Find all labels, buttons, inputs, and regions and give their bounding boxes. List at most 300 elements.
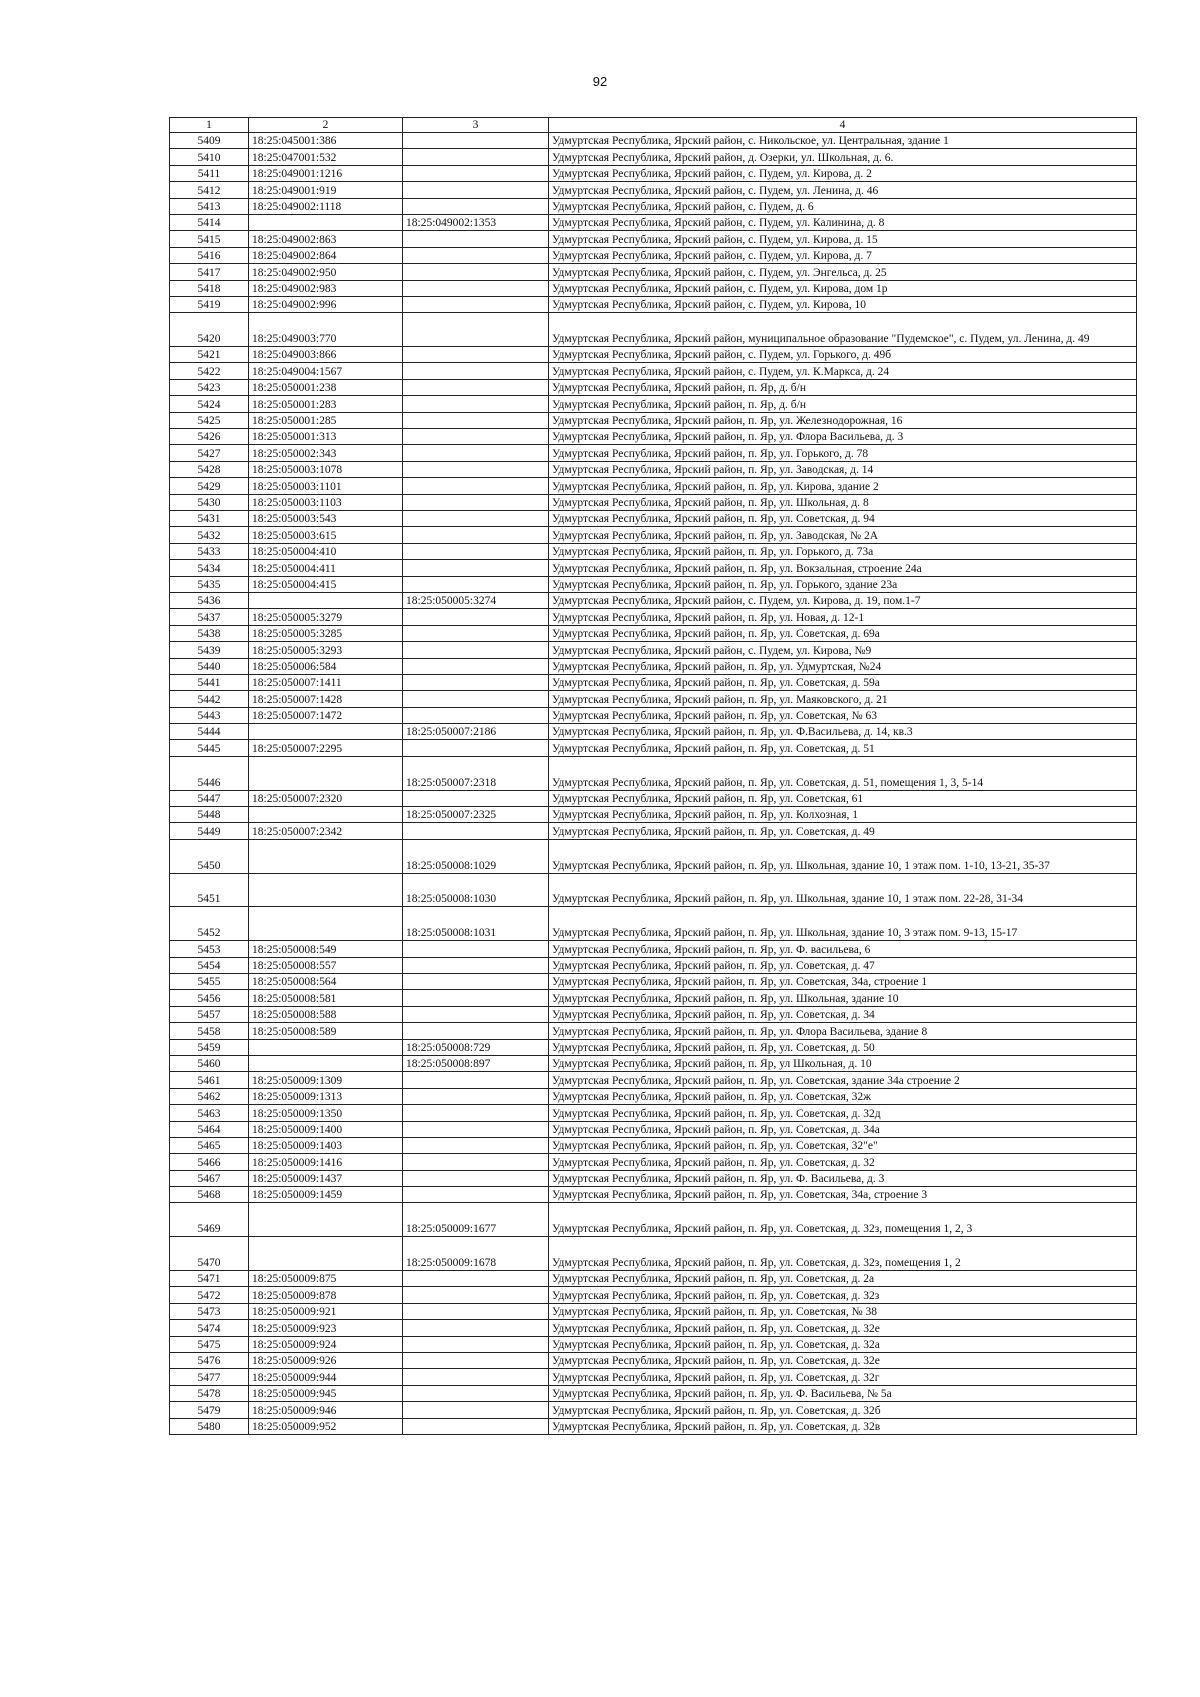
table-row	[170, 511, 1137, 527]
cadastral-number: 18:25:050009:1437	[249, 1170, 403, 1186]
address: Удмуртская Республика, Ярский район, п. Яр, ул. Советская, 32"е"	[549, 1137, 1137, 1153]
table-row	[170, 1170, 1137, 1186]
table-row	[170, 1402, 1137, 1418]
row-number: 5430	[170, 494, 249, 510]
cadastral-number: 18:25:050001:283	[249, 396, 403, 412]
row-number: 5454	[170, 957, 249, 973]
address: Удмуртская Республика, Ярский район, с. Пудем, ул. Кирова, д. 7	[549, 247, 1137, 263]
row-number: 5419	[170, 296, 249, 312]
cadastral-number: 18:25:050004:415	[249, 576, 403, 592]
cadastral-number-alt: 18:25:050007:2186	[403, 724, 549, 740]
row-number: 5434	[170, 560, 249, 576]
cadastral-number: 18:25:050005:3285	[249, 625, 403, 641]
row-number: 5422	[170, 363, 249, 379]
cadastral-number: 18:25:050005:3293	[249, 642, 403, 658]
address: Удмуртская Республика, Ярский район, п. Яр, ул. Советская, № 38	[549, 1303, 1137, 1319]
row-number: 5447	[170, 790, 249, 806]
cadastral-number: 18:25:049002:950	[249, 264, 403, 280]
table-row	[170, 1137, 1137, 1153]
cadastral-number-alt: 18:25:050007:2318	[403, 756, 549, 790]
row-number: 5436	[170, 592, 249, 608]
table-row	[170, 379, 1137, 395]
table-row	[170, 1187, 1137, 1203]
address: Удмуртская Республика, Ярский район, с. Пудем, ул. Кирова, д. 2	[549, 165, 1137, 181]
table-row	[170, 1105, 1137, 1121]
address: Удмуртская Республика, Ярский район, п. Яр, ул. Колхозная, 1	[549, 807, 1137, 823]
address: Удмуртская Республика, Ярский район, п. Яр, ул. Советская, № 63	[549, 707, 1137, 723]
row-number: 5455	[170, 974, 249, 990]
cadastral-number-alt	[403, 1320, 549, 1336]
address: Удмуртская Республика, Ярский район, п. Яр, д. б/н	[549, 396, 1137, 412]
cadastral-number-alt: 18:25:050008:1030	[403, 873, 549, 907]
address: Удмуртская Республика, Ярский район, п. Яр, ул. Ф. Васильева, д. 3	[549, 1170, 1137, 1186]
row-number: 5450	[170, 839, 249, 873]
address: Удмуртская Республика, Ярский район, п. Яр, ул. Заводская, № 2А	[549, 527, 1137, 543]
table-row	[170, 740, 1137, 756]
row-number: 5462	[170, 1088, 249, 1104]
row-number: 5416	[170, 247, 249, 263]
cadastral-number-alt	[403, 527, 549, 543]
cadastral-number-alt	[403, 543, 549, 559]
table-row	[170, 1385, 1137, 1401]
cadastral-number-alt: 18:25:050008:1029	[403, 839, 549, 873]
cadastral-number-alt: 18:25:050005:3274	[403, 592, 549, 608]
address: Удмуртская Республика, Ярский район, п. Яр, ул. Школьная, здание 10, 3 этаж пом. 9-13, 15-17	[549, 907, 1137, 941]
cadastral-number: 18:25:050003:1103	[249, 494, 403, 510]
cadastral-number-alt	[403, 198, 549, 214]
table-row	[170, 1287, 1137, 1303]
cadastral-number: 18:25:049002:996	[249, 296, 403, 312]
cadastral-number-alt	[403, 790, 549, 806]
address: Удмуртская Республика, Ярский район, п. Яр, д. б/н	[549, 379, 1137, 395]
cadastral-number-alt	[403, 182, 549, 198]
row-number: 5471	[170, 1271, 249, 1287]
row-number: 5475	[170, 1336, 249, 1352]
cadastral-number-alt	[403, 1023, 549, 1039]
cadastral-number-alt	[403, 974, 549, 990]
table-row	[170, 214, 1137, 230]
cadastral-number	[249, 214, 403, 230]
cadastral-number-alt	[403, 957, 549, 973]
address: Удмуртская Республика, Ярский район, п. Яр, ул. Советская, д. 2а	[549, 1271, 1137, 1287]
registry-table	[169, 117, 1137, 1435]
cadastral-number-alt	[403, 674, 549, 690]
row-number: 5418	[170, 280, 249, 296]
row-number: 5479	[170, 1402, 249, 1418]
cadastral-number-alt	[403, 609, 549, 625]
address: Удмуртская Республика, Ярский район, п. Яр, ул. Советская, 34а, строение 1	[549, 974, 1137, 990]
address: Удмуртская Республика, Ярский район, п. Яр, ул. Советская, д. 32г	[549, 1369, 1137, 1385]
table-row	[170, 957, 1137, 973]
address: Удмуртская Республика, Ярский район, п. Яр, ул. Советская, д. 34а	[549, 1121, 1137, 1137]
table-row	[170, 1088, 1137, 1104]
cadastral-number: 18:25:047001:532	[249, 149, 403, 165]
cadastral-number-alt: 18:25:050008:1031	[403, 907, 549, 941]
cadastral-number-alt	[403, 740, 549, 756]
cadastral-number: 18:25:050008:588	[249, 1006, 403, 1022]
table-row	[170, 347, 1137, 363]
cadastral-number-alt	[403, 990, 549, 1006]
cadastral-number: 18:25:049003:770	[249, 313, 403, 347]
cadastral-number: 18:25:050009:1313	[249, 1088, 403, 1104]
cadastral-number-alt	[403, 707, 549, 723]
address: Удмуртская Республика, Ярский район, п. Яр, ул. Советская, д. 94	[549, 511, 1137, 527]
row-number: 5476	[170, 1353, 249, 1369]
row-number: 5472	[170, 1287, 249, 1303]
cadastral-number: 18:25:050009:952	[249, 1418, 403, 1434]
address: Удмуртская Республика, Ярский район, п. Яр, ул. Советская, д. 32е	[549, 1353, 1137, 1369]
address: Удмуртская Республика, Ярский район, п. Яр, ул. Советская, д. 49	[549, 823, 1137, 839]
cadastral-number: 18:25:049003:866	[249, 347, 403, 363]
row-number: 5463	[170, 1105, 249, 1121]
table-row	[170, 807, 1137, 823]
cadastral-number: 18:25:050009:1309	[249, 1072, 403, 1088]
header-row	[170, 118, 1137, 133]
address: Удмуртская Республика, Ярский район, с. Пудем, ул. Кирова, д. 15	[549, 231, 1137, 247]
table-row	[170, 1203, 1137, 1237]
cadastral-number	[249, 839, 403, 873]
address: Удмуртская Республика, Ярский район, п. Яр, ул. Советская, д. 47	[549, 957, 1137, 973]
address: Удмуртская Республика, Ярский район, п. Яр, ул. Железнодорожная, 16	[549, 412, 1137, 428]
address: Удмуртская Республика, Ярский район, с. Пудем, ул. Ленина, д. 46	[549, 182, 1137, 198]
address: Удмуртская Республика, Ярский район, п. Яр, ул. Советская, д. 69а	[549, 625, 1137, 641]
row-number: 5423	[170, 379, 249, 395]
cadastral-number: 18:25:049002:863	[249, 231, 403, 247]
table-row	[170, 1154, 1137, 1170]
table-row	[170, 247, 1137, 263]
cadastral-number: 18:25:050006:584	[249, 658, 403, 674]
cadastral-number: 18:25:050003:1078	[249, 461, 403, 477]
address: Удмуртская Республика, Ярский район, п. Яр, ул. Советская, д. 34	[549, 1006, 1137, 1022]
row-number: 5478	[170, 1385, 249, 1401]
table-row	[170, 296, 1137, 312]
cadastral-number-alt	[403, 396, 549, 412]
cadastral-number-alt	[403, 1154, 549, 1170]
row-number: 5446	[170, 756, 249, 790]
cadastral-number: 18:25:050009:1400	[249, 1121, 403, 1137]
address: Удмуртская Республика, Ярский район, п. Яр, ул. Советская, д. 32а	[549, 1336, 1137, 1352]
cadastral-number: 18:25:050009:926	[249, 1353, 403, 1369]
table-row	[170, 642, 1137, 658]
table-row	[170, 576, 1137, 592]
cadastral-number-alt	[403, 280, 549, 296]
table-row	[170, 198, 1137, 214]
table-row	[170, 609, 1137, 625]
cadastral-number-alt	[403, 625, 549, 641]
cadastral-number-alt	[403, 1187, 549, 1203]
row-number: 5439	[170, 642, 249, 658]
row-number: 5425	[170, 412, 249, 428]
cadastral-number-alt	[403, 264, 549, 280]
address: Удмуртская Республика, Ярский район, с. Пудем, ул. К.Маркса, д. 24	[549, 363, 1137, 379]
row-number: 5437	[170, 609, 249, 625]
table-row	[170, 756, 1137, 790]
row-number: 5474	[170, 1320, 249, 1336]
table-row	[170, 839, 1137, 873]
cadastral-number-alt	[403, 511, 549, 527]
row-number: 5452	[170, 907, 249, 941]
row-number: 5461	[170, 1072, 249, 1088]
address: Удмуртская Республика, Ярский район, п. Яр, ул. Советская, д. 59а	[549, 674, 1137, 690]
address: Удмуртская Республика, Ярский район, п. Яр, ул. Советская, 61	[549, 790, 1137, 806]
cadastral-number	[249, 1055, 403, 1071]
cadastral-number-alt: 18:25:049002:1353	[403, 214, 549, 230]
row-number: 5420	[170, 313, 249, 347]
cadastral-number: 18:25:050001:285	[249, 412, 403, 428]
cadastral-number	[249, 1237, 403, 1271]
cadastral-number-alt	[403, 296, 549, 312]
table-row	[170, 1039, 1137, 1055]
table-row	[170, 724, 1137, 740]
table-row	[170, 313, 1137, 347]
table-row	[170, 1072, 1137, 1088]
cadastral-number	[249, 756, 403, 790]
cadastral-number	[249, 873, 403, 907]
table-row	[170, 674, 1137, 690]
cadastral-number-alt	[403, 1385, 549, 1401]
cadastral-number-alt	[403, 313, 549, 347]
row-number: 5429	[170, 478, 249, 494]
row-number: 5424	[170, 396, 249, 412]
cadastral-number-alt: 18:25:050009:1677	[403, 1203, 549, 1237]
address: Удмуртская Республика, Ярский район, с. Пудем, ул. Кирова, 10	[549, 296, 1137, 312]
row-number: 5444	[170, 724, 249, 740]
address: Удмуртская Республика, Ярский район, п. Яр, ул. Школьная, здание 10, 1 этаж пом. 1-10, 13-21, 35-37	[549, 839, 1137, 873]
column-header-3: 3	[403, 118, 549, 133]
cadastral-number-alt	[403, 429, 549, 445]
cadastral-number: 18:25:050003:543	[249, 511, 403, 527]
table-row	[170, 133, 1137, 149]
table-row	[170, 1006, 1137, 1022]
address: Удмуртская Республика, Ярский район, д. Озерки, ул. Школьная, д. 6.	[549, 149, 1137, 165]
table-row	[170, 182, 1137, 198]
row-number: 5417	[170, 264, 249, 280]
address: Удмуртская Республика, Ярский район, с. Пудем, ул. Горького, д. 49б	[549, 347, 1137, 363]
address: Удмуртская Республика, Ярский район, п. Яр, ул. Горького, д. 78	[549, 445, 1137, 461]
address: Удмуртская Республика, Ярский район, п. Яр, ул. Советская, д. 32б	[549, 1402, 1137, 1418]
address: Удмуртская Республика, Ярский район, п. Яр, ул. Школьная, д. 8	[549, 494, 1137, 510]
row-number: 5466	[170, 1154, 249, 1170]
cadastral-number: 18:25:049002:983	[249, 280, 403, 296]
cadastral-number-alt	[403, 1006, 549, 1022]
row-number: 5442	[170, 691, 249, 707]
cadastral-number-alt	[403, 1303, 549, 1319]
cadastral-number: 18:25:050007:2342	[249, 823, 403, 839]
row-number: 5480	[170, 1418, 249, 1434]
address: Удмуртская Республика, Ярский район, п. Яр, ул. Советская, 34а, строение 3	[549, 1187, 1137, 1203]
cadastral-number-alt	[403, 1088, 549, 1104]
row-number: 5453	[170, 941, 249, 957]
cadastral-number: 18:25:050007:2320	[249, 790, 403, 806]
cadastral-number-alt	[403, 1353, 549, 1369]
address: Удмуртская Республика, Ярский район, п. Яр, ул. Советская, д. 32	[549, 1154, 1137, 1170]
address: Удмуртская Республика, Ярский район, п. Яр, ул. Новая, д. 12-1	[549, 609, 1137, 625]
cadastral-number: 18:25:050004:410	[249, 543, 403, 559]
cadastral-number-alt	[403, 1287, 549, 1303]
cadastral-number-alt	[403, 1336, 549, 1352]
table-row	[170, 363, 1137, 379]
cadastral-number: 18:25:050007:1411	[249, 674, 403, 690]
table-row	[170, 264, 1137, 280]
cadastral-number	[249, 1039, 403, 1055]
cadastral-number-alt	[403, 560, 549, 576]
row-number: 5440	[170, 658, 249, 674]
cadastral-number-alt	[403, 494, 549, 510]
cadastral-number-alt	[403, 941, 549, 957]
cadastral-number	[249, 807, 403, 823]
cadastral-number: 18:25:050008:557	[249, 957, 403, 973]
row-number: 5451	[170, 873, 249, 907]
cadastral-number-alt	[403, 1418, 549, 1434]
row-number: 5431	[170, 511, 249, 527]
cadastral-number-alt	[403, 642, 549, 658]
row-number: 5445	[170, 740, 249, 756]
address: Удмуртская Республика, Ярский район, с. Пудем, ул. Энгельса, д. 25	[549, 264, 1137, 280]
cadastral-number: 18:25:050009:944	[249, 1369, 403, 1385]
row-number: 5460	[170, 1055, 249, 1071]
cadastral-number-alt	[403, 1072, 549, 1088]
table-row	[170, 941, 1137, 957]
cadastral-number-alt	[403, 379, 549, 395]
row-number: 5459	[170, 1039, 249, 1055]
cadastral-number: 18:25:050008:549	[249, 941, 403, 957]
cadastral-number: 18:25:049002:864	[249, 247, 403, 263]
address: Удмуртская Республика, Ярский район, п. Яр, ул. Ф.Васильева, д. 14, кв.3	[549, 724, 1137, 740]
cadastral-number-alt	[403, 149, 549, 165]
row-number: 5426	[170, 429, 249, 445]
address: Удмуртская Республика, Ярский район, с. Никольское, ул. Центральная, здание 1	[549, 133, 1137, 149]
cadastral-number-alt	[403, 1271, 549, 1287]
address: Удмуртская Республика, Ярский район, п. Яр, ул. Вокзальная, строение 24а	[549, 560, 1137, 576]
cadastral-number: 18:25:050009:923	[249, 1320, 403, 1336]
cadastral-number-alt	[403, 1170, 549, 1186]
address: Удмуртская Республика, Ярский район, п. Яр, ул. Заводская, д. 14	[549, 461, 1137, 477]
address: Удмуртская Республика, Ярский район, п. Яр, ул. Советская, д. 32з, помещения 1, 2, 3	[549, 1203, 1137, 1237]
table-row	[170, 1271, 1137, 1287]
table-row	[170, 231, 1137, 247]
address: Удмуртская Республика, Ярский район, с. Пудем, д. 6	[549, 198, 1137, 214]
cadastral-number: 18:25:050009:946	[249, 1402, 403, 1418]
cadastral-number-alt	[403, 576, 549, 592]
row-number: 5458	[170, 1023, 249, 1039]
address: Удмуртская Республика, Ярский район, п. Яр, ул. Школьная, здание 10, 1 этаж пом. 22-28, 31-34	[549, 873, 1137, 907]
row-number: 5433	[170, 543, 249, 559]
address: Удмуртская Республика, Ярский район, п. Яр, ул. Советская, д. 51, помещения 1, 3, 5-14	[549, 756, 1137, 790]
cadastral-number-alt	[403, 445, 549, 461]
cadastral-number: 18:25:049001:1216	[249, 165, 403, 181]
address: Удмуртская Республика, Ярский район, п. Яр, ул. Советская, д. 32з	[549, 1287, 1137, 1303]
address: Удмуртская Республика, Ярский район, п. Яр, ул. Горького, здание 23а	[549, 576, 1137, 592]
table-row	[170, 527, 1137, 543]
cadastral-number-alt	[403, 1369, 549, 1385]
table-row	[170, 461, 1137, 477]
address: Удмуртская Республика, Ярский район, с. Пудем, ул. Кирова, д. 19, пом.1-7	[549, 592, 1137, 608]
table-row	[170, 1418, 1137, 1434]
table-row	[170, 1320, 1137, 1336]
cadastral-number: 18:25:050007:1472	[249, 707, 403, 723]
row-number: 5456	[170, 990, 249, 1006]
column-header-2: 2	[249, 118, 403, 133]
cadastral-number	[249, 907, 403, 941]
table-row	[170, 1336, 1137, 1352]
table-row	[170, 412, 1137, 428]
table-body	[170, 133, 1137, 1435]
cadastral-number: 18:25:050008:581	[249, 990, 403, 1006]
row-number: 5438	[170, 625, 249, 641]
table-row	[170, 1303, 1137, 1319]
address: Удмуртская Республика, Ярский район, с. Пудем, ул. Кирова, дом 1р	[549, 280, 1137, 296]
address: Удмуртская Республика, Ярский район, п. Яр, ул. Советская, д. 32д	[549, 1105, 1137, 1121]
address: Удмуртская Республика, Ярский район, п. Яр, ул. Кирова, здание 2	[549, 478, 1137, 494]
table-row	[170, 560, 1137, 576]
cadastral-number-alt	[403, 461, 549, 477]
table-row	[170, 707, 1137, 723]
cadastral-number	[249, 724, 403, 740]
cadastral-number-alt	[403, 478, 549, 494]
cadastral-number: 18:25:049002:1118	[249, 198, 403, 214]
cadastral-number-alt	[403, 1105, 549, 1121]
cadastral-number-alt: 18:25:050008:729	[403, 1039, 549, 1055]
address: Удмуртская Республика, Ярский район, с. Пудем, ул. Калинина, д. 8	[549, 214, 1137, 230]
row-number: 5411	[170, 165, 249, 181]
cadastral-number-alt	[403, 347, 549, 363]
cadastral-number-alt	[403, 823, 549, 839]
cadastral-number-alt	[403, 658, 549, 674]
address: Удмуртская Республика, Ярский район, п. Яр, ул. Ф. васильева, 6	[549, 941, 1137, 957]
table-row	[170, 974, 1137, 990]
address: Удмуртская Республика, Ярский район, п. Яр, ул. Советская, д. 51	[549, 740, 1137, 756]
row-number: 5435	[170, 576, 249, 592]
address: Удмуртская Республика, Ярский район, п. Яр, ул. Удмуртская, №24	[549, 658, 1137, 674]
table-row	[170, 1055, 1137, 1071]
cadastral-number-alt: 18:25:050007:2325	[403, 807, 549, 823]
cadastral-number: 18:25:050001:238	[249, 379, 403, 395]
cadastral-number: 18:25:050009:1416	[249, 1154, 403, 1170]
row-number: 5432	[170, 527, 249, 543]
address: Удмуртская Республика, Ярский район, с. Пудем, ул. Кирова, №9	[549, 642, 1137, 658]
row-number: 5449	[170, 823, 249, 839]
address: Удмуртская Республика, Ярский район, п. Яр, ул. Школьная, здание 10	[549, 990, 1137, 1006]
table-row	[170, 149, 1137, 165]
row-number: 5477	[170, 1369, 249, 1385]
table-row	[170, 478, 1137, 494]
cadastral-number: 18:25:050009:921	[249, 1303, 403, 1319]
row-number: 5457	[170, 1006, 249, 1022]
table-row	[170, 280, 1137, 296]
table-row	[170, 691, 1137, 707]
cadastral-number: 18:25:050007:1428	[249, 691, 403, 707]
address: Удмуртская Республика, Ярский район, п. Яр, ул. Флора Васильева, д. 3	[549, 429, 1137, 445]
cadastral-number: 18:25:050003:615	[249, 527, 403, 543]
address: Удмуртская Республика, Ярский район, п. Яр, ул. Советская, д. 32з, помещения 1, 2	[549, 1237, 1137, 1271]
cadastral-number: 18:25:050008:589	[249, 1023, 403, 1039]
address: Удмуртская Республика, Ярский район, п. Яр, ул. Маяковского, д. 21	[549, 691, 1137, 707]
cadastral-number-alt	[403, 165, 549, 181]
table-row	[170, 543, 1137, 559]
row-number: 5448	[170, 807, 249, 823]
cadastral-number: 18:25:050009:1459	[249, 1187, 403, 1203]
row-number: 5421	[170, 347, 249, 363]
cadastral-number	[249, 592, 403, 608]
cadastral-number-alt	[403, 231, 549, 247]
row-number: 5473	[170, 1303, 249, 1319]
row-number: 5443	[170, 707, 249, 723]
cadastral-number: 18:25:049001:919	[249, 182, 403, 198]
cadastral-number: 18:25:045001:386	[249, 133, 403, 149]
row-number: 5467	[170, 1170, 249, 1186]
table-row	[170, 790, 1137, 806]
table-row	[170, 494, 1137, 510]
